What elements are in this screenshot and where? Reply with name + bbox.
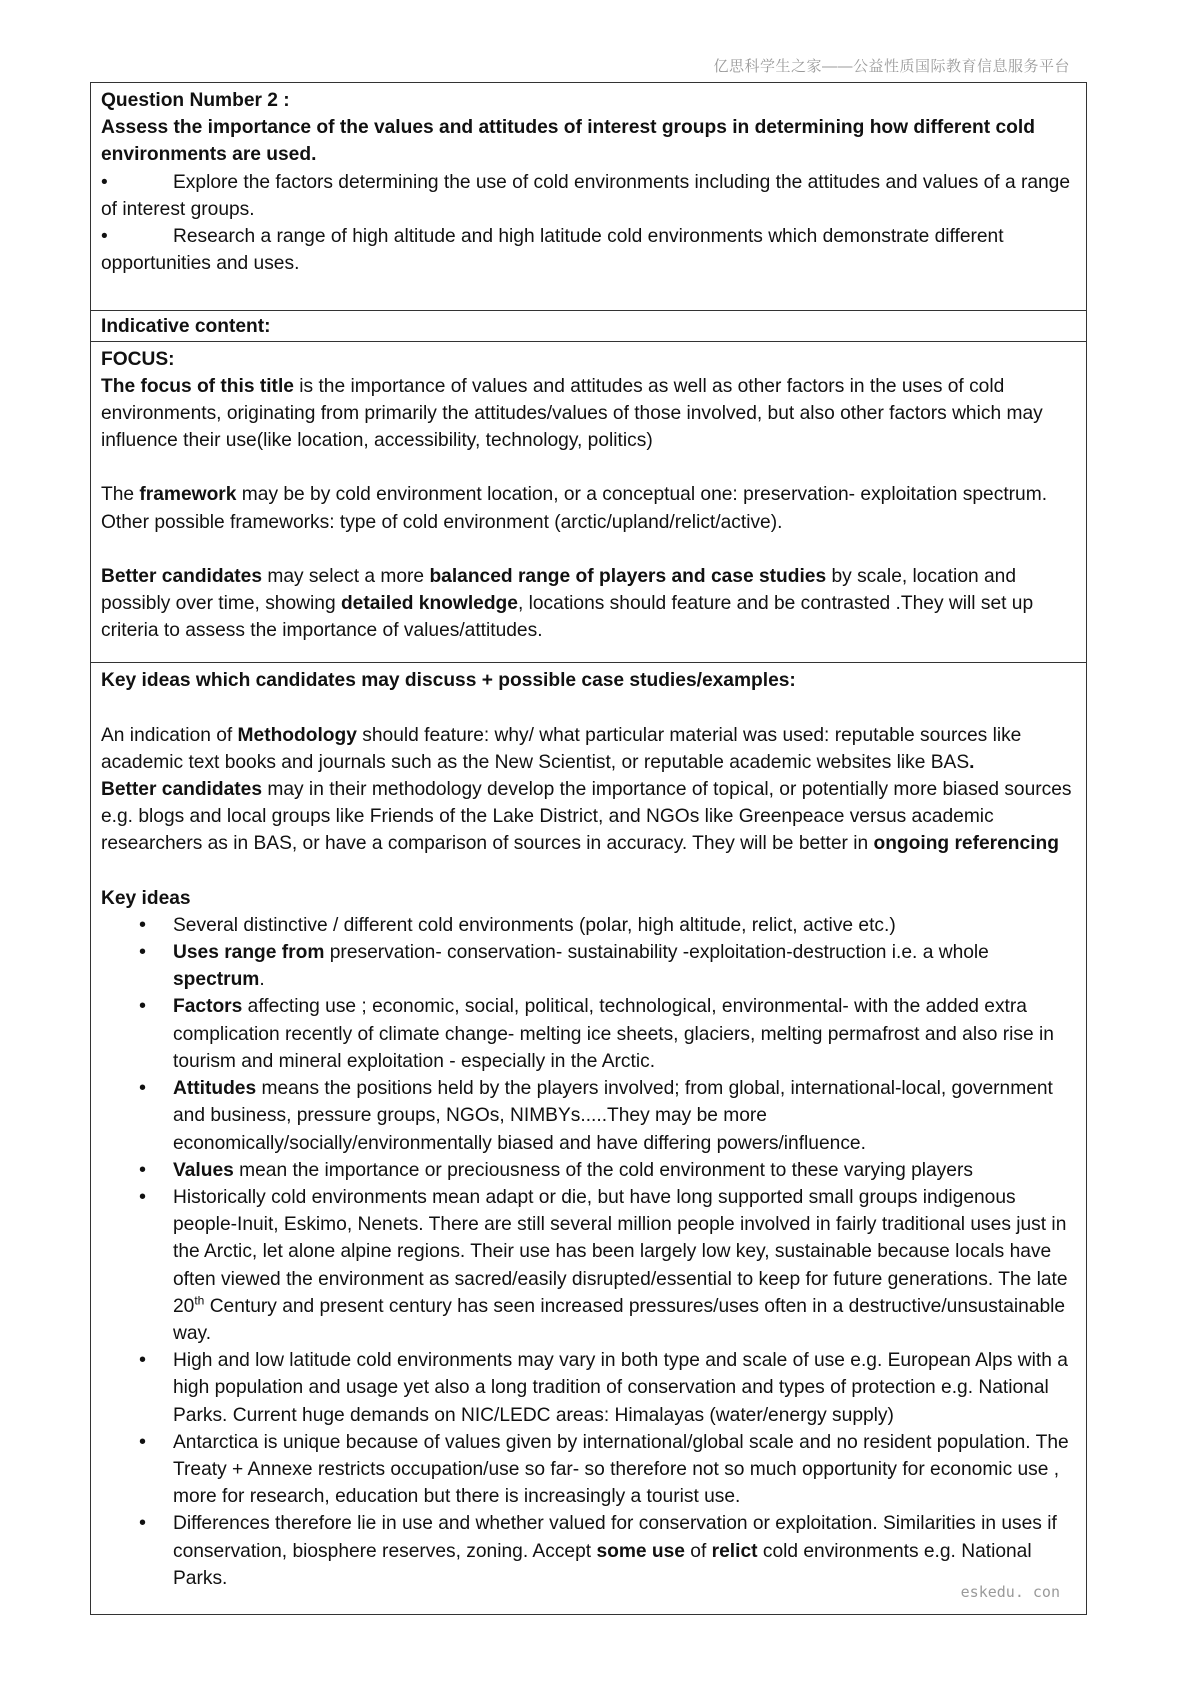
bullet-icon: • bbox=[101, 226, 108, 248]
focus-p1-bold: The focus of this title bbox=[101, 375, 294, 397]
item-5-text: mean the importance or preciousness of the cold environment to these varying players bbox=[233, 1159, 973, 1181]
item-2-text: preservation- conservation- sustainability -exploitation-destruction i.e. a whole bbox=[324, 942, 989, 964]
item-9-bold1: some use bbox=[596, 1540, 685, 1562]
item-6-text-b: Century and present century has seen increased pressures/uses often in a destructive/unsustainable way. bbox=[173, 1295, 1066, 1344]
key-ideas-cell bbox=[91, 662, 1086, 1614]
list-item bbox=[173, 1184, 1076, 1347]
better-bold: Better candidates bbox=[101, 779, 263, 801]
item-3-bold: Factors bbox=[173, 996, 243, 1018]
item-4-bold: Attitudes bbox=[173, 1078, 257, 1100]
list-item bbox=[173, 1075, 1076, 1157]
question-cell bbox=[91, 83, 1086, 310]
key-ideas-list bbox=[101, 912, 1076, 1592]
question-number: Question Number 2 : bbox=[101, 90, 290, 111]
item-2-bold2: spectrum bbox=[173, 969, 260, 991]
list-item bbox=[173, 939, 1076, 993]
list-item bbox=[173, 993, 1076, 1075]
item-8-text: Antarctica is unique because of values given by international/global scale and no resident population. The Treaty + Annexe restricts occupation/use so far- so therefore not so much opportunity for economic use , more for research, education but there is increasingly a tourist use. bbox=[173, 1431, 1069, 1508]
focus-paragraph-2 bbox=[101, 481, 1076, 535]
item-4-text: means the positions held by the players involved; from global, international-local, government and business, pressure groups, NGOs, NIMBYs.....They may be more economically/socially/environmentally biased and have differing powers/influence. bbox=[173, 1078, 1053, 1154]
focus-paragraph-3 bbox=[101, 563, 1076, 645]
bullet-icon: • bbox=[101, 171, 108, 193]
list-item bbox=[173, 1429, 1076, 1511]
item-7-text: High and low latitude cold environments may vary in both type and scale of use e.g. European Alps with a high population and usage yet also a long tradition of conservation and types of protection e.g. National Parks. Current huge demands on NIC/LEDC areas: Himalayas (water/energy supply) bbox=[173, 1350, 1068, 1426]
list-item bbox=[173, 1157, 1076, 1184]
item-9-text-a: Differences therefore lie in use and whether valued for conservation or exploitation. Similarities in uses if conservation, biosphere reserves, zoning. Accept bbox=[173, 1513, 1057, 1562]
list-item bbox=[173, 1510, 1076, 1592]
focus-p2-text: may be by cold environment location, or a conceptual one: preservation- exploitation spectrum. Other possible frameworks: type of cold environment (arctic/upland/relict/active). bbox=[101, 484, 1048, 533]
question-bullet-1 bbox=[101, 169, 1076, 223]
focus-cell bbox=[91, 341, 1086, 663]
item-3-text: affecting use ; economic, social, political, technological, environmental- with the added extra complication recently of climate change- melting ice sheets, glaciers, melting permafrost and also rise in tourism and mineral exploitation - especially in the Arctic. bbox=[173, 996, 1054, 1072]
focus-p3-bold2: balanced range of players and case studies bbox=[429, 565, 827, 587]
item-1-text: Several distinctive / different cold environments (polar, high altitude, relict, active etc.) bbox=[173, 914, 896, 936]
item-9-bold2: relict bbox=[711, 1540, 758, 1562]
method-text: should feature: why/ what particular material was used: reputable sources like academic text books and journals such as the New Scientist, or reputable academic websites like BAS bbox=[101, 724, 1022, 773]
item-6-sup: th bbox=[194, 1293, 205, 1308]
method-pre: An indication of bbox=[101, 724, 238, 746]
focus-p3-bold3: detailed knowledge bbox=[340, 593, 518, 615]
item-2-end: . bbox=[259, 969, 265, 991]
focus-p3-text3: , locations should feature and be contrasted .They will set up criteria to assess the importance of values/attitudes. bbox=[101, 593, 1034, 642]
focus-paragraph-1 bbox=[101, 373, 1076, 455]
focus-p1-text: is the importance of values and attitudes as well as other factors in the uses of cold environments, originating from primarily the attitudes/values of those involved, but also other factors which may influence their use(like location, accessibility, technology, politics) bbox=[101, 375, 1043, 452]
indicative-heading: Indicative content: bbox=[101, 316, 271, 338]
key-ideas-label: Key ideas bbox=[101, 887, 191, 909]
question-bullet-2 bbox=[101, 223, 1076, 277]
key-ideas-heading: Key ideas which candidates may discuss + possible case studies/examples: bbox=[101, 670, 796, 692]
question-title: Assess the importance of the values and attitudes of interest groups in determining how different cold environments are used. bbox=[101, 117, 1035, 166]
footer-watermark: eskedu. con bbox=[960, 1583, 1060, 1601]
methodology-paragraph bbox=[101, 722, 1076, 858]
method-dot: . bbox=[969, 751, 975, 773]
item-6-text-a: Historically cold environments mean adapt or die, but have long supported small groups indigenous people-Inuit, Eskimo, Nenets. There are still several million people involved in fairly traditional uses just in the Arctic, let alone alpine regions. Their use has been largely low key, sustainable because locals have often viewed the environment as sacred/easily disrupted/essential to keep for future generations. The late 20 bbox=[173, 1186, 1068, 1317]
focus-label: FOCUS: bbox=[101, 348, 175, 370]
focus-p3-text2: by scale, location and possibly over time, showing bbox=[101, 565, 1017, 615]
focus-p3-text1: may select a more bbox=[262, 565, 430, 587]
focus-p2-pre: The bbox=[101, 484, 140, 506]
method-bold: Methodology bbox=[237, 724, 357, 746]
question-bullet-1-text: Explore the factors determining the use of cold environments including the attitudes and values of a range of interest groups. bbox=[101, 171, 1071, 220]
item-5-bold: Values bbox=[173, 1159, 234, 1181]
item-2-bold: Uses range from bbox=[173, 942, 325, 964]
item-9-text-c: cold environments e.g. National Parks. bbox=[173, 1540, 1032, 1589]
better-bold2: ongoing referencing bbox=[873, 833, 1059, 855]
better-text: may in their methodology develop the importance of topical, or potentially more biased sources e.g. blogs and local groups like Friends of the Lake District, and NGOs like Greenpeace versus academic researchers as in BAS, or have a comparison of sources in accuracy. They will be better in bbox=[101, 779, 1072, 855]
focus-p3-bold1: Better candidates bbox=[101, 565, 263, 587]
mark-scheme-table bbox=[90, 82, 1087, 1615]
list-item bbox=[173, 912, 1076, 939]
header-watermark: 亿思科学生之家——公益性质国际教育信息服务平台 bbox=[713, 58, 1070, 75]
indicative-heading-cell bbox=[91, 310, 1086, 340]
focus-p2-bold: framework bbox=[139, 484, 237, 506]
question-bullet-2-text: Research a range of high altitude and high latitude cold environments which demonstrate different opportunities and uses. bbox=[101, 226, 1004, 275]
item-9-text-b: of bbox=[684, 1540, 712, 1562]
list-item bbox=[173, 1347, 1076, 1429]
